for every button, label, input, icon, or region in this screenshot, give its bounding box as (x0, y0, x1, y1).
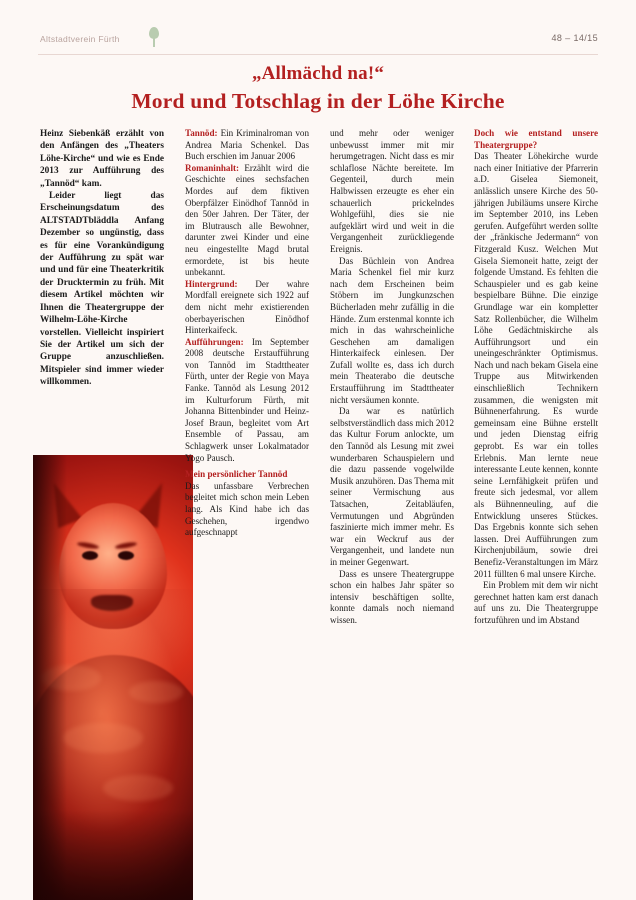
lead-in-auffuehrungen: Aufführungen: (185, 336, 244, 347)
col2-block (185, 128, 309, 163)
col2-block (185, 279, 309, 337)
column-2 (185, 128, 309, 539)
col3-paragraph: Das Büchlein von Andrea Maria Schenkel fiel mir kurz nach dem Erscheinen beim Stöbern im Jungkunzschen Bücherladen mehr zufällig in die Hände. Zum erstenmal konnte ich mich in das wahrscheinliche Geschehen am damaligen Hinterkaifeck einlesen. Der Zufall wollte es, dass ich durch mein Theaterabo die deutsche Erstaufführung im Stadttheater nicht versäumen konnte. (330, 255, 454, 405)
col4-subhead (474, 128, 598, 151)
col2-text: Im September 2008 deutsche Erstaufführung von Tannöd im Stadttheater Fürth, unter der Regie von Maya Fanke. Tannöd als Lesung 2012 im Kulturforum Fürth, mit Johanna Bittenbinder und Heinz-Josef Braun, begleitet vom Art Ensemble of Passau, am Schlagwerk unser Lokalmatador Yogo Pausch. (185, 336, 309, 463)
col2-text: Der wahre Mordfall ereignete sich 1922 auf dem nicht mehr existierenden oberbayerischen Einödhof Hinterkaifeck. (185, 278, 309, 336)
col2-text: Das unfassbare Verbrechen begleitet mich schon mein Leben lang. Als Kind habe ich das Geschehen, irgendwo aufgeschnappt (185, 480, 309, 538)
leaf-icon (147, 27, 161, 47)
subhead-theatergruppe: Doch wie entstand unsere Theatergruppe? (474, 128, 598, 150)
column-3 (330, 128, 454, 627)
lead-in-tannoed: Tannöd: (185, 128, 218, 138)
col2-text: Ein Kriminalroman von Andrea Maria Schenkel. Das Buch erschien im Januar 2006 (185, 128, 309, 162)
lead-in-romaninhalt: Romaninhalt: (185, 162, 240, 173)
header-divider (38, 54, 598, 55)
column-1 (40, 128, 164, 389)
col2-block (185, 337, 309, 465)
title-line-2: Mord und Totschlag in der Löhe Kirche (131, 89, 505, 113)
col4-paragraph: Ein Problem mit dem wir nicht gerechnet hatten kam erst danach auf uns zu. Die Theatergruppe fortzuführen und im Abstand (474, 580, 598, 625)
subhead-mein-persoenlicher-tannoed: Mein persönlicher Tannöd (185, 469, 288, 480)
column-4 (474, 128, 598, 627)
page-number: 48 – 14/15 (551, 33, 598, 43)
page-header (0, 0, 636, 56)
brand-label: Altstadtverein Fürth (40, 34, 120, 44)
devil-figure-photo (33, 455, 193, 900)
col3-paragraph: Dass es unsere Theatergruppe schon ein halbes Jahr später so intensiv beschäftigen sollte, konnte damals noch niemand wissen. (330, 568, 454, 625)
article-title (0, 62, 636, 115)
col4-paragraph: Das Theater Löhekirche wurde nach einer Initiative der Pfarrerin a.D. Giselea Siemoneit, anlässlich unsere Kirche des 50-jährigen Jubiläums unsere Kirche im September 2010, ins Leben gerufen. Aufgeführt werden sollte der „fränkische Jedermann“ von Fitzgerald Kusz. Welchen Mut Gisela Siemoneit hatte, zeigt der folgende Umstand. Es fehlten die Schauspieler und es gab keine bespielbare Bühne. Die einzige Grundlage war ein kompletter Satz Rollenbücher, die Wilhelm Löhe Gedächtniskirche als Aufführungsort und ein uneingeschränkter Optimismus. Nach und nach bekam Gisela eine Truppe aus Mitwirkenden einschließlich Technikern zusammen, die wenigsten mit Bühnenerfahrung. Es wurde gemeinsam eine Bühne erstellt und jeden Dienstag eifrig geprobt. Es war ein tolles Erlebnis. Man lernte neue interessante Leute kennen, konnte seine Lernfähigkeit prüfen und freute sich jedesmal, vor allem als Bühnenneuling, auf die Entwicklung unseres Stückes. Das Ergebnis konnte sich sehen lassen. Drei Aufführungen zum Kirchenjubiläum, sowie drei Benefiz-Veranstaltungen im März 2011 füllten 6 mal unsere Kirche. (474, 151, 598, 579)
lead-in-hintergrund: Hintergrund: (185, 278, 238, 289)
col3-paragraph: und mehr oder weniger unbewusst immer mit mir herumgetragen. Nicht dass es mir schlaflose Nächte bereitete. Im Gegenteil, durch mein Halbwissen erzeugte es eher ein schauerlich prickelndes Wohlgefühl, dies sie nie aufgeklärt wird und weit in die Vergangenheit zurückliegende Ereignis. (330, 128, 454, 254)
col1-paragraph: Heinz Siebenkäß erzählt von den Anfängen des „Theaters Löhe-Kirche“ und wie es Ende 2013 zur Aufführung des „Tannöd“ kam. (40, 129, 164, 189)
col2-block (185, 163, 309, 279)
col1-paragraph: Leider liegt das Erscheinungsdatum des ALTSTADTbläddla Anfang Dezember so ungünstig, dass es für eine Vorankündigung der Aufführung zu spät war und und für eine Theaterkritik der Drucktermin zu früh. Mit diesem Artikel möchten wir Ihnen die Theatergruppe der Wilhelm-Löhe-Kirche vorstellen. Vielleicht inspiriert Sie der Artikel um sich der Gruppe anzuschließen. Mitspieler sind immer wieder willkommen. (40, 191, 164, 388)
col3-paragraph: Da war es natürlich selbstverständlich dass mich 2012 das Kultur Forum anlockte, um den Tannöd als Lesung mit zwei wunderbaren Schauspielern und die dazu passende vogelwilde Musik anzuhören. Das Thema mit seiner Vermischung aus Tatsachen, Zeitabläufen, Vermutungen und Abgründen faszinierte mich immer mehr. Es war ein Weckruf aus der Vergangenheit, und landete nun in meiner Gegenwart. (330, 406, 455, 567)
title-line-1: „Allmächd na!“ (251, 63, 385, 84)
col2-text: Erzählt wird die Geschichte eines sechsfachen Mordes auf dem fiktiven Oberpfälzer Einödhof Tannöd in den 50er Jahren. Der Täter, der im Blutrausch alle Bewohner, darunter zwei Kinder und eine neu eingestellte Magd brutal ermordete, ist bis heute unbekannt. (185, 162, 309, 278)
col2-subhead (185, 469, 309, 481)
